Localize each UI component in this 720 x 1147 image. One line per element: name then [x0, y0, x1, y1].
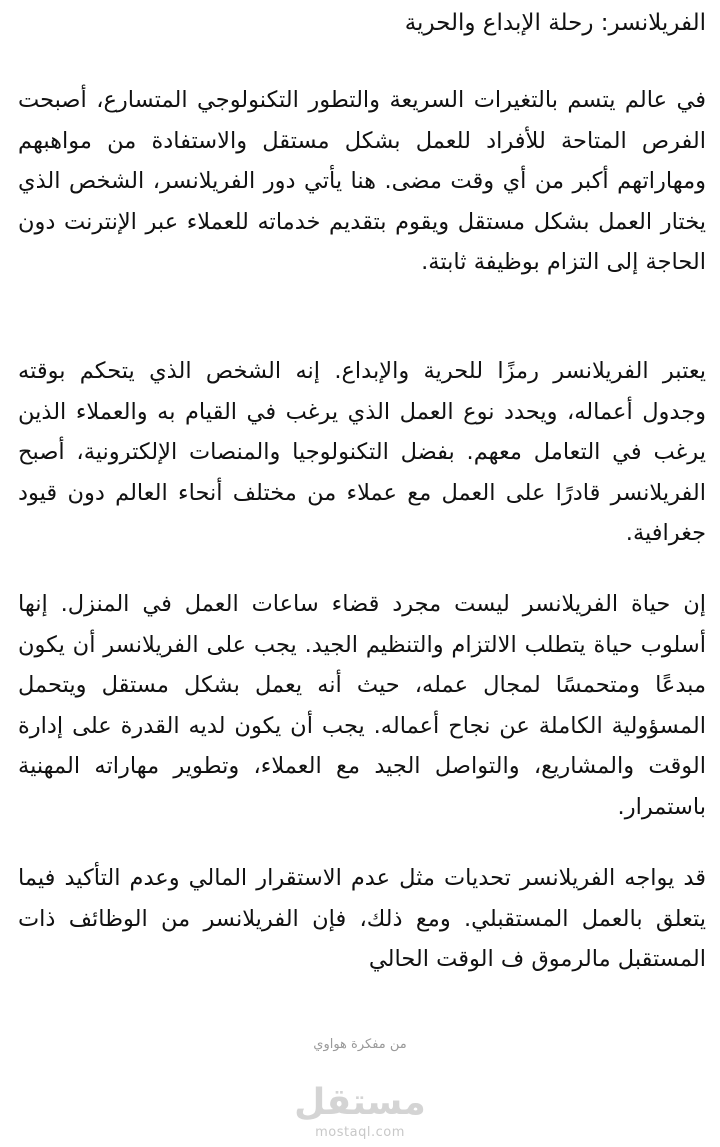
watermark-domain: mostaql.com	[315, 1125, 405, 1140]
paragraph-freedom: يعتبر الفريلانسر رمزًا للحرية والإبداع. إنه الشخص الذي يتحكم بوقته وجدول أعماله، ويحدد نوع العمل الذي يرغب في القيام به والعملاء الذين يرغب في التعامل معهم. بفضل التكنولوجيا والمنصات الإلكترونية، أصبح الفريلانسر قادرًا على العمل مع عملاء من مختلف أنحاء العالم دون قيود جغرافية.	[18, 358, 706, 546]
mostaql-watermark	[0, 1082, 720, 1140]
document-title: الفريلانسر: رحلة الإبداع والحرية	[404, 10, 706, 36]
paragraph-intro: في عالم يتسم بالتغيرات السريعة والتطور التكنولوجي المتسارع، أصبحت الفرص المتاحة للأفراد للعمل بشكل مستقل والاستفادة من مواهبهم ومهاراتهم أكبر من أي وقت مضى. هنا يأتي دور الفريلانسر، الشخص الذي يختار العمل بشكل مستقل ويقوم بتقديم خدماته للعملاء عبر الإنترنت دون الحاجة إلى التزام بوظيفة ثابتة.	[18, 87, 706, 275]
paragraph-lifestyle: إن حياة الفريلانسر ليست مجرد قضاء ساعات العمل في المنزل. إنها أسلوب حياة يتطلب الالتزام والتنظيم الجيد. يجب على الفريلانسر أن يكون مبدعًا ومتحمسًا لمجال عمله، حيث أنه يعمل بشكل مستقل ويتحمل المسؤولية الكاملة عن نجاح أعماله. يجب أن يكون لديه القدرة على إدارة الوقت والمشاريع، والتواصل الجيد مع العملاء، وتطوير مهاراته المهنية باستمرار.	[18, 591, 706, 820]
source-note: من مفكرة هواوي	[313, 1037, 407, 1052]
watermark-logo: مستقل	[294, 1082, 426, 1123]
paragraph-challenges: قد يواجه الفريلانسر تحديات مثل عدم الاستقرار المالي وعدم التأكيد فيما يتعلق بالعمل المستقبلي. ومع ذلك، فإن الفريلانسر من الوظائف ذات المستقبل مالرموق ف الوقت الحالي	[18, 865, 706, 972]
